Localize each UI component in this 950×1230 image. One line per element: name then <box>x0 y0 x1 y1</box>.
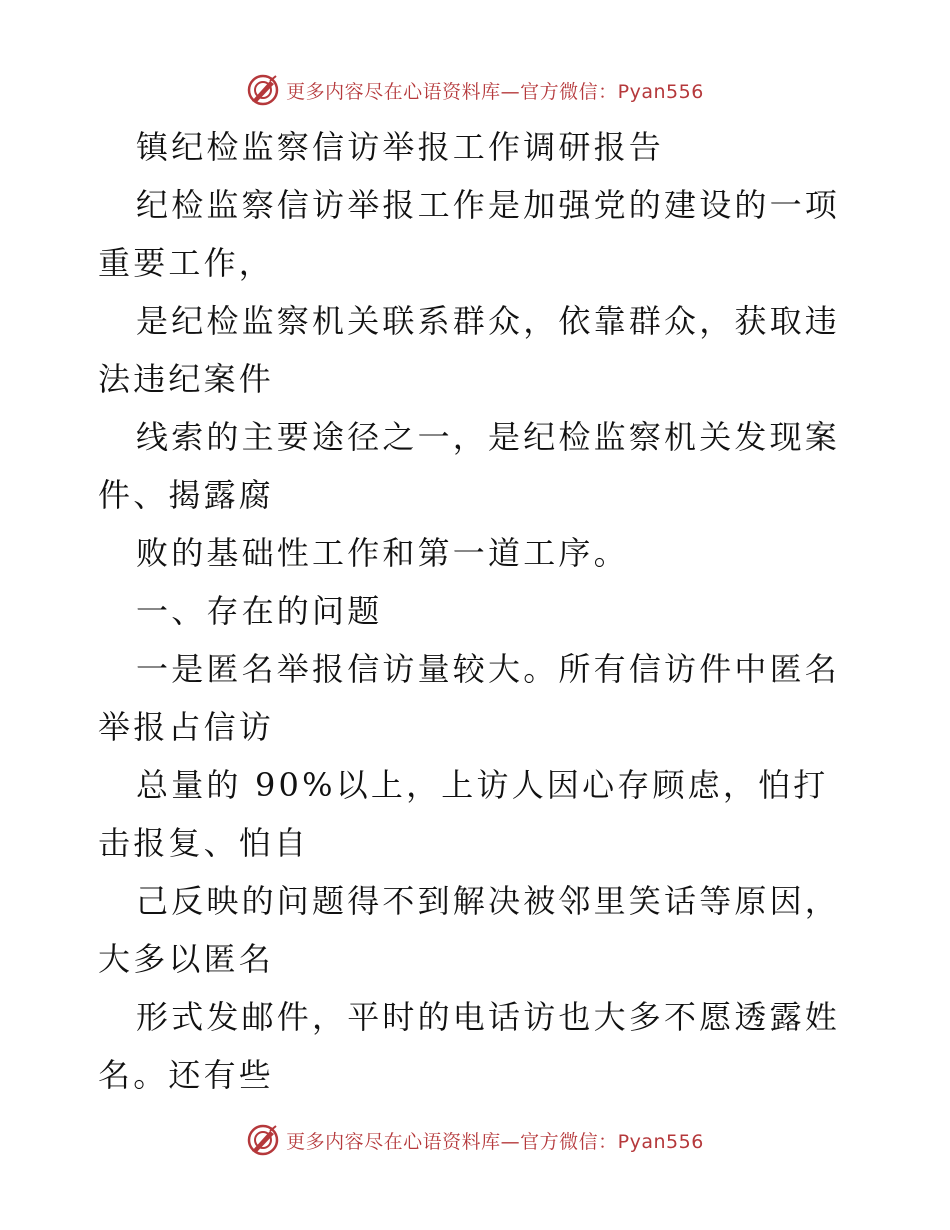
pen-circle-icon <box>246 73 280 107</box>
watermark-text: 更多内容尽在心语资料库—官方微信：Pyan556 <box>286 1130 704 1153</box>
section-heading: 一、存在的问题 <box>136 592 383 630</box>
header-watermark-banner <box>0 70 950 110</box>
paragraph: 形式发邮件，平时的电话访也大多不愿透露姓名。还有些 <box>98 998 841 1094</box>
paragraph: 败的基础性工作和第一道工序。 <box>136 534 629 572</box>
footer-watermark-banner <box>0 1120 950 1160</box>
paragraph: 一是匿名举报信访量较大。所有信访件中匿名举报占信访 <box>98 650 841 746</box>
document-title: 镇纪检监察信访举报工作调研报告 <box>136 128 665 166</box>
document-body <box>98 118 858 1104</box>
watermark-text: 更多内容尽在心语资料库—官方微信：Pyan556 <box>286 80 704 103</box>
paragraph: 线索的主要途径之一，是纪检监察机关发现案件、揭露腐 <box>98 418 841 514</box>
paragraph: 是纪检监察机关联系群众，依靠群众，获取违法违纪案件 <box>98 302 841 398</box>
paragraph: 纪检监察信访举报工作是加强党的建设的一项重要工作， <box>98 186 841 282</box>
paragraph: 己反映的问题得不到解决被邻里笑话等原因，大多以匿名 <box>98 882 841 978</box>
paragraph: 总量的 90%以上，上访人因心存顾虑，怕打击报复、怕自 <box>98 766 829 862</box>
pen-circle-icon <box>246 1123 280 1157</box>
